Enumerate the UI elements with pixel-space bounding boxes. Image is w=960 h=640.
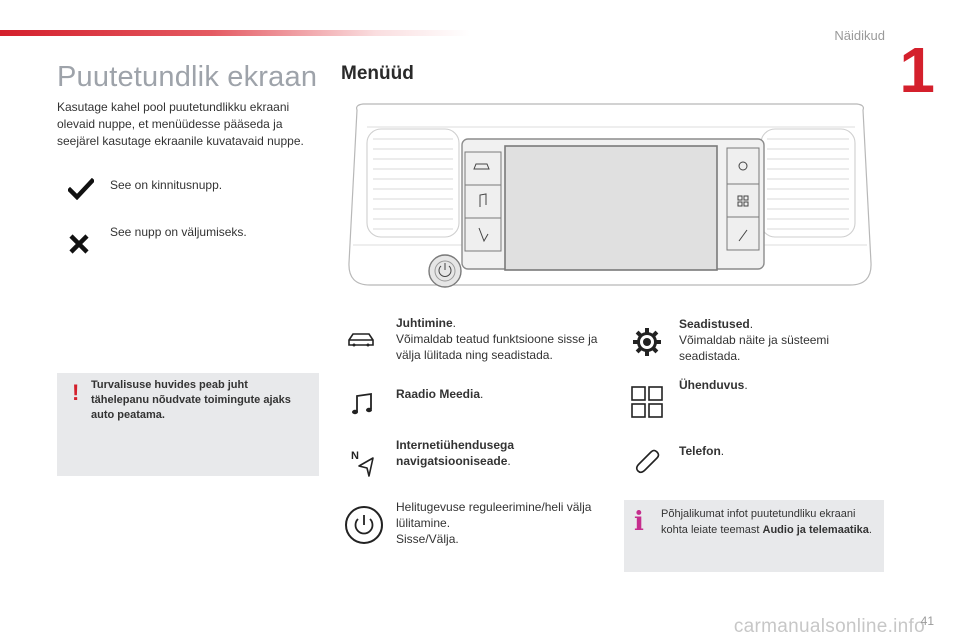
touchscreen-illustration	[345, 95, 875, 295]
grid-icon	[631, 386, 663, 423]
navigation-icon	[349, 448, 377, 483]
chapter-number: 1	[899, 34, 935, 106]
car-icon	[346, 330, 376, 355]
menu-settings: Seadistused. Võimaldab näite ja süsteemi seadistada.	[679, 317, 830, 363]
menu-settings-desc: Võimaldab näite ja süsteemi seadistada.	[679, 333, 830, 363]
intro-text: Kasutage kahel pool puutetundlikku ekraani olevaid nuppe, et menüüdesse pääseda ja seejärel kasutage ekraanile kuvatavaid nuppe.	[57, 100, 304, 148]
warning-icon: !	[72, 380, 80, 405]
svg-text:N: N	[351, 450, 359, 462]
menu-power-desc: Helitugevuse reguleerimine/heli välja lülitamine.	[396, 500, 592, 530]
info-text: Põhjalikumat infot puutetundliku ekraani kohta leiate teemast Audio ja telemaatika.	[661, 508, 872, 536]
music-note-icon	[350, 392, 376, 421]
page-number: 41	[920, 614, 934, 628]
menu-radio-name: Raadio Meedia	[396, 387, 481, 401]
phone-icon	[633, 447, 661, 480]
menu-connectivity-name: Ühenduvus	[679, 378, 745, 392]
menu-connectivity: Ühenduvus.	[679, 378, 748, 392]
close-icon	[68, 233, 90, 260]
menus-heading: Menüüd	[341, 63, 414, 84]
menu-navigation: Internetiühendusega navigatsiooniseade.	[396, 438, 515, 468]
info-body: Põhjalikumat infot puutetundliku ekraani kohta leiate teemast	[661, 508, 856, 536]
menu-settings-name: Seadistused	[679, 317, 750, 331]
power-icon	[344, 505, 384, 550]
menu-phone-name: Telefon	[679, 444, 721, 458]
watermark: carmanualsonline.info	[733, 616, 925, 637]
info-link[interactable]: Audio ja telemaatika	[762, 524, 869, 536]
header-accent-bar	[0, 30, 470, 36]
info-icon: i	[634, 507, 644, 537]
page-title: Puutetundlik ekraan	[57, 61, 318, 93]
menu-driving-desc: Võimaldab teatud funktsioone sisse ja välja lülitada ning seadistada.	[396, 332, 598, 362]
menu-driving-name: Juhtimine	[396, 316, 453, 330]
menu-power	[396, 499, 606, 547]
warning-text: Turvalisuse huvides peab juht tähelepanu nõudvate toimingute ajaks auto peatama.	[91, 379, 291, 421]
menu-radio: Raadio Meedia.	[396, 387, 484, 401]
check-icon	[68, 178, 94, 205]
menu-phone: Telefon.	[679, 444, 725, 458]
menu-power-desc2: Sisse/Välja.	[396, 532, 459, 546]
menu-navigation-name: Internetiühendusega navigatsiooniseade	[396, 438, 515, 468]
exit-text: See nupp on väljumiseks.	[110, 225, 247, 239]
menu-driving: Juhtimine. Võimaldab teatud funktsioone sisse ja välja lülitada ning seadistada.	[396, 316, 598, 362]
confirm-text: See on kinnitusnupp.	[110, 178, 223, 192]
section-label: Näidikud	[834, 28, 885, 43]
gear-icon	[632, 327, 662, 362]
